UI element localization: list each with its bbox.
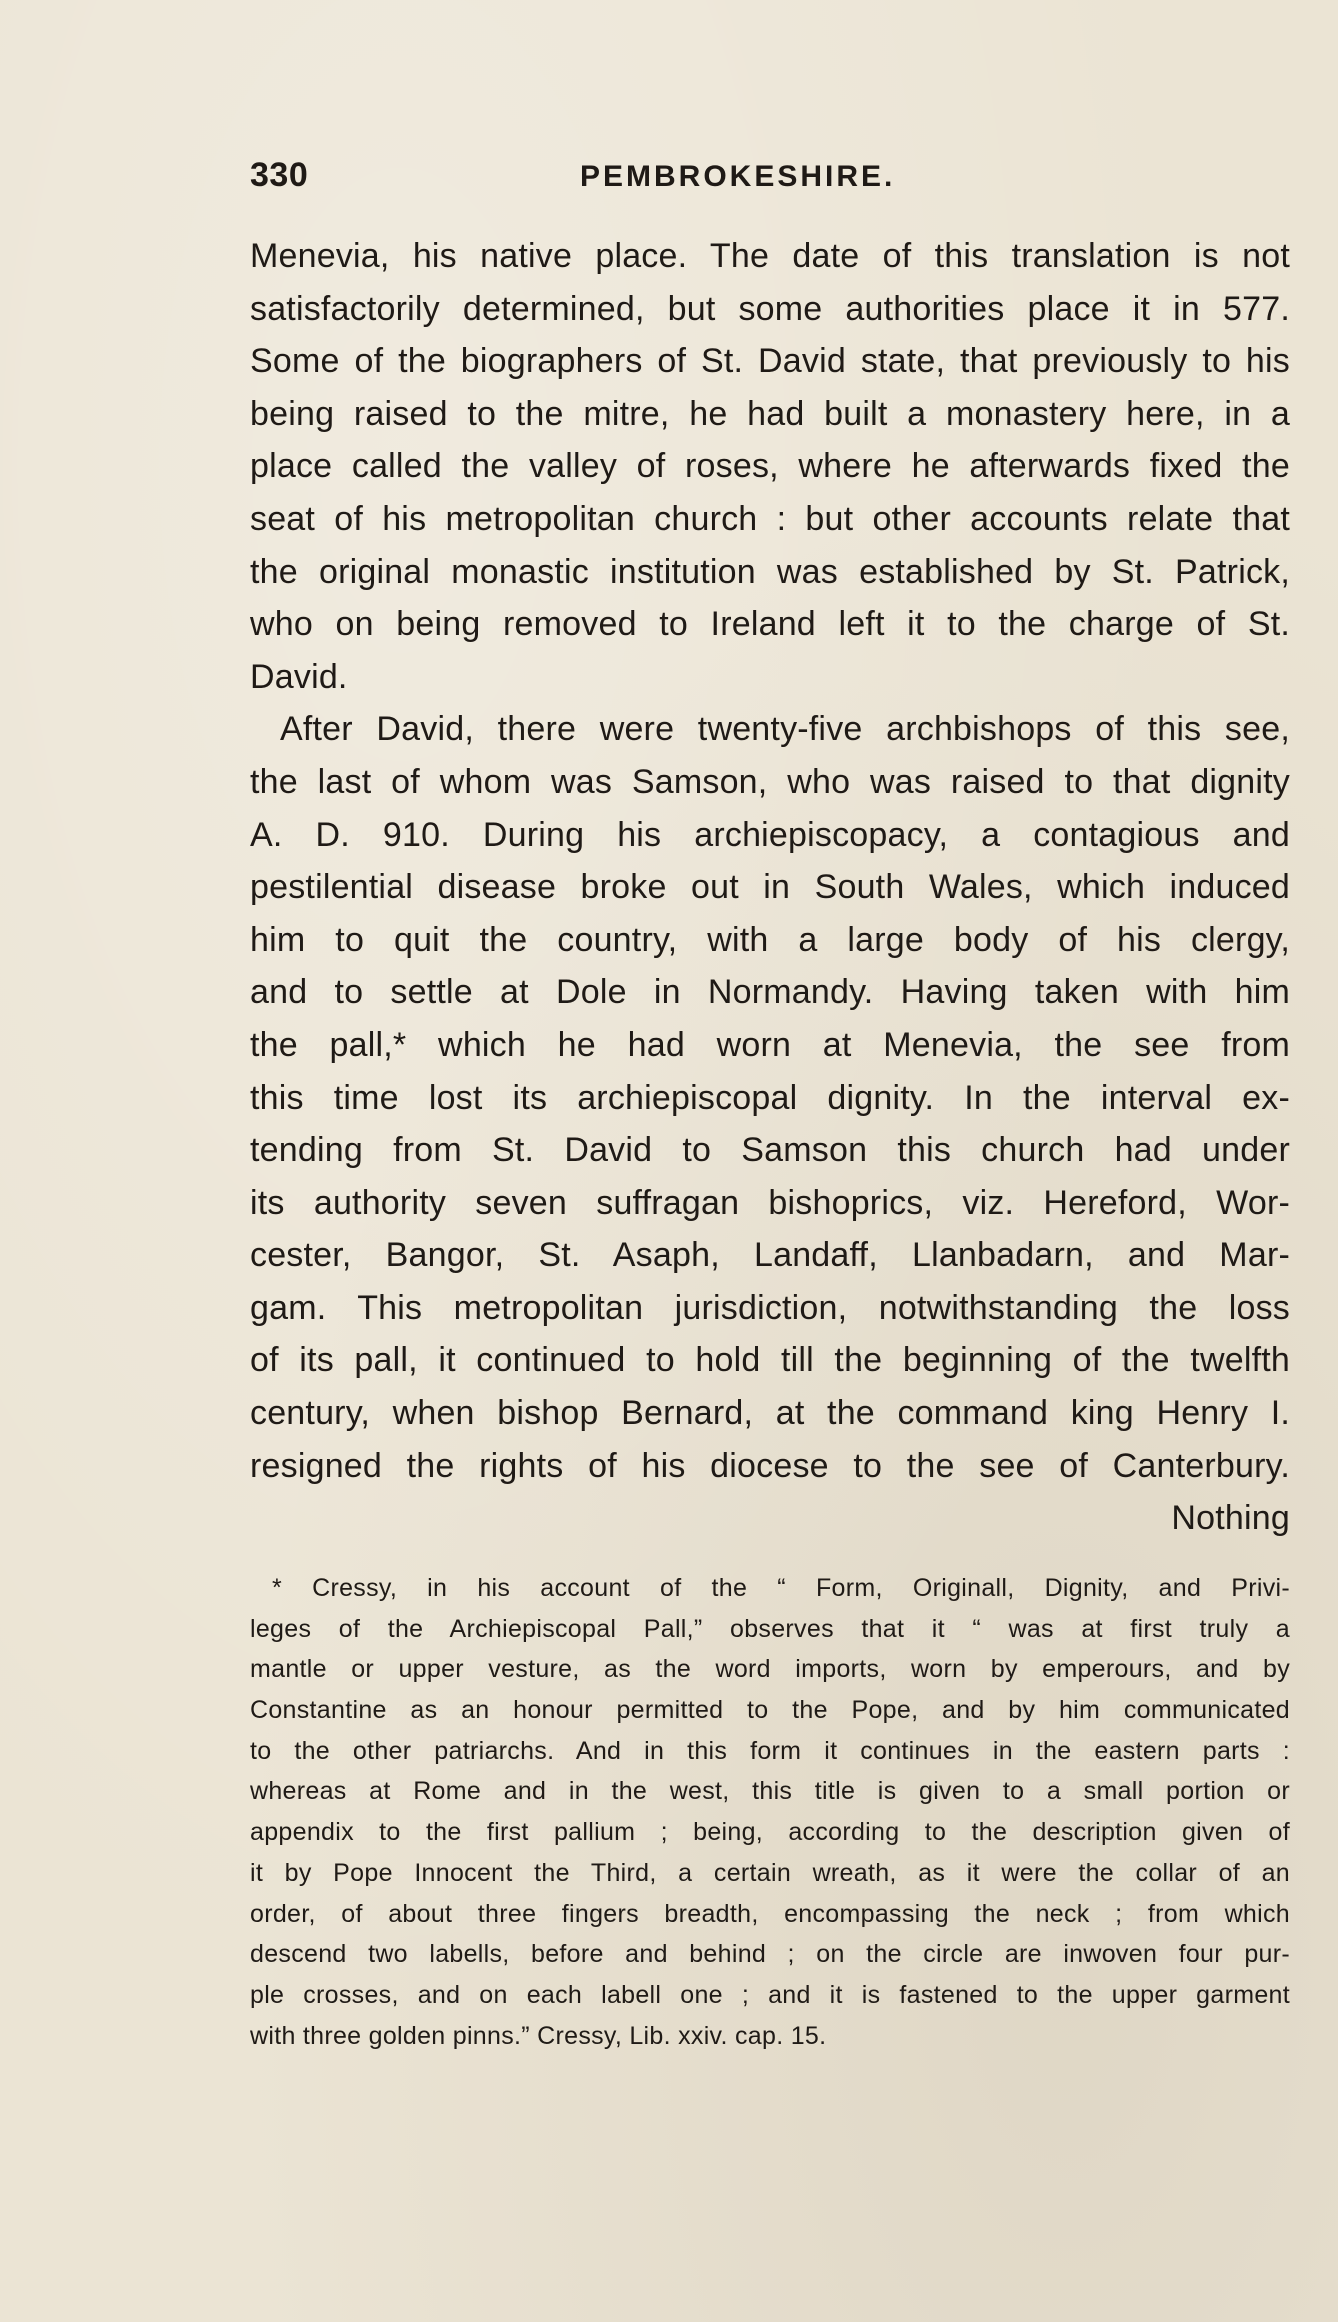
- text-line: pestilential disease broke out in South Wales, which induced: [250, 868, 1290, 907]
- text-line: century, when bishop Bernard, at the command king Henry I.: [250, 1394, 1290, 1433]
- text-line: him to quit the country, with a large body of his clergy,: [250, 920, 1290, 959]
- footnote-line: to the other patriarchs. And in this form it continues in the eastern parts :: [250, 1736, 1290, 1765]
- body-text: [250, 230, 1290, 1545]
- catchword: Nothing: [1171, 1499, 1290, 1538]
- footnote-line: it by Pope Innocent the Third, a certain wreath, as it were the collar of an: [250, 1858, 1290, 1887]
- page-number: 330: [250, 156, 309, 194]
- text-line: who on being removed to Ireland left it to the charge of St.: [250, 605, 1290, 644]
- text-line: the last of whom was Samson, who was raised to that dignity: [250, 762, 1290, 801]
- text-line: seat of his metropolitan church : but other accounts relate that: [250, 499, 1290, 538]
- running-title: PEMBROKESHIRE.: [580, 160, 896, 193]
- text-line: the original monastic institution was established by St. Patrick,: [250, 552, 1290, 591]
- running-head: [250, 156, 1270, 206]
- footnote-line: whereas at Rome and in the west, this title is given to a small portion or: [250, 1777, 1290, 1806]
- footnote-line: Constantine as an honour permitted to the Pope, and by him communicated: [250, 1696, 1290, 1725]
- text-line: its authority seven suffragan bishoprics, viz. Hereford, Wor-: [250, 1183, 1290, 1222]
- footnote-line: descend two labells, before and behind ; on the circle are inwoven four pur-: [250, 1940, 1290, 1969]
- footnote-line: ple crosses, and on each labell one ; and it is fastened to the upper garment: [250, 1980, 1290, 2009]
- footnote-line: leges of the Archiepiscopal Pall,” observes that it “ was at first truly a: [250, 1614, 1290, 1643]
- text-line: satisfactorily determined, but some authorities place it in 577.: [250, 289, 1290, 328]
- text-line: A. D. 910. During his archiepiscopacy, a contagious and: [250, 815, 1290, 854]
- footnote-line: appendix to the first pallium ; being, according to the description given of: [250, 1818, 1290, 1847]
- text-line: Some of the biographers of St. David state, that previously to his: [250, 342, 1290, 381]
- text-line: the pall,* which he had worn at Menevia, the see from: [250, 1025, 1290, 1064]
- footnote: [250, 1568, 1290, 2056]
- footnote-line: * Cressy, in his account of the “ Form, Originall, Dignity, and Privi-: [272, 1574, 1290, 1602]
- footnote-line: order, of about three fingers breadth, encompassing the neck ; from which: [250, 1899, 1290, 1928]
- text-line: being raised to the mitre, he had built a monastery here, in a: [250, 394, 1290, 433]
- text-line: After David, there were twenty-five archbishops of this see,: [280, 710, 1290, 749]
- footnote-line: with three golden pinns.” Cressy, Lib. xxiv. cap. 15.: [250, 2021, 827, 2050]
- text-line: Menevia, his native place. The date of this translation is not: [250, 237, 1290, 275]
- footnote-line: mantle or upper vesture, as the word imports, worn by emperours, and by: [250, 1655, 1290, 1684]
- text-line: of its pall, it continued to hold till the beginning of the twelfth: [250, 1341, 1290, 1380]
- text-line: David.: [250, 657, 348, 696]
- text-line: resigned the rights of his diocese to the see of Canterbury.: [250, 1446, 1290, 1485]
- text-line: cester, Bangor, St. Asaph, Landaff, Llanbadarn, and Mar-: [250, 1236, 1290, 1275]
- text-line: and to settle at Dole in Normandy. Having taken with him: [250, 973, 1290, 1012]
- text-line: gam. This metropolitan jurisdiction, notwithstanding the loss: [250, 1288, 1290, 1327]
- text-line: this time lost its archiepiscopal dignity. In the interval ex-: [250, 1078, 1290, 1117]
- text-line: tending from St. David to Samson this church had under: [250, 1131, 1290, 1170]
- text-line: place called the valley of roses, where he afterwards fixed the: [250, 447, 1290, 486]
